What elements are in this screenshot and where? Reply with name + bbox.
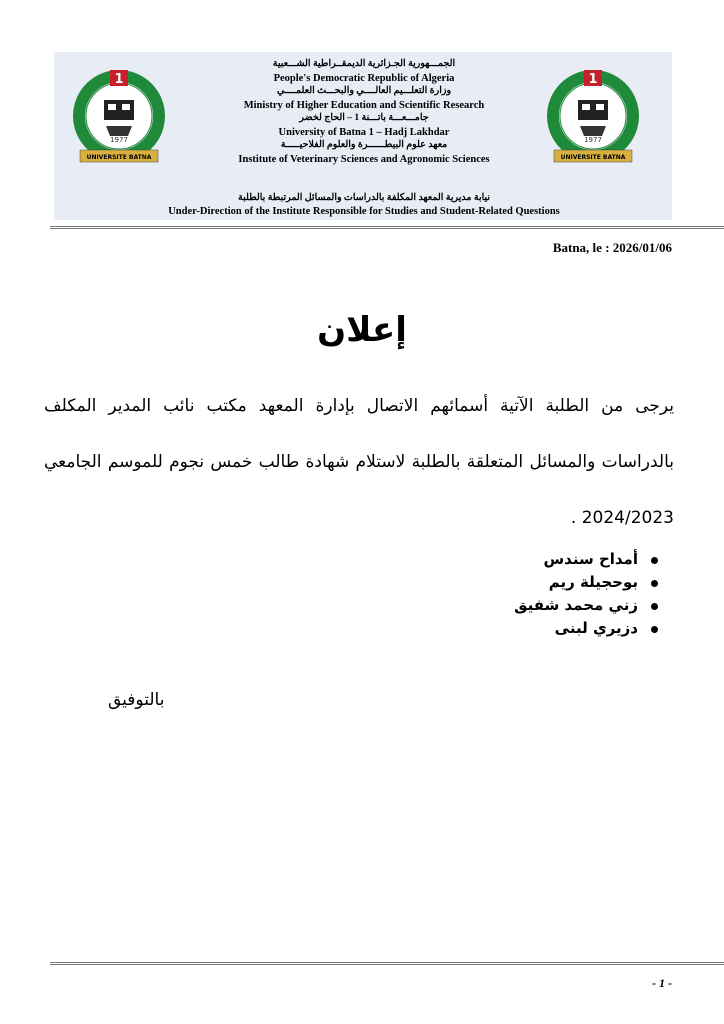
header-line-en-1: People's Democratic Republic of Algeria xyxy=(273,72,455,84)
list-item: زني محمد شفيق xyxy=(514,594,660,617)
header-line-ar-1: الجمـــهورية الجـزائرية الديمقــراطية الشـــعبية xyxy=(272,59,456,69)
university-logo-left xyxy=(66,66,172,172)
header-line-en-5: Under-Direction of the Institute Responsible for Studies and Student-Related Questions xyxy=(168,206,560,217)
list-item: أمداح سندس xyxy=(514,548,660,571)
logo-banner: UNIVERSITE BATNA xyxy=(560,154,626,161)
announcement-title: إعلان xyxy=(317,310,407,350)
logo-year: 1977 xyxy=(110,136,128,144)
header-line-ar-3: جامـــعـــة باتـــنة 1 – الحاج لخضر xyxy=(299,113,429,123)
header-line-ar-4: معهد علوم البيطــــــرة والعلوم الفلاحيـــــة xyxy=(280,140,448,150)
letterhead xyxy=(54,52,672,220)
closing-wish: بالتوفيق xyxy=(108,690,165,710)
footer-divider xyxy=(50,962,724,965)
announcement-body: يرجى من الطلبة الآتية أسمائهم الاتصال بإدارة المعهد مكتب نائب المدير المكلف بالدراسات والمسائل المتعلقة بالطلبة لاستلام شهادة طالب خمس نجوم للموسم الجامعي 2024/2023 . xyxy=(44,396,674,528)
logo-year: 1977 xyxy=(584,136,602,144)
header-line-en-2: Ministry of Higher Education and Scientific Research xyxy=(243,99,485,111)
logo-number: 1 xyxy=(588,72,598,87)
letterhead-text xyxy=(168,58,560,217)
header-line-ar-2: وزارة التعلـــيم العالــــي والبحـــث العلمــــي xyxy=(276,86,452,96)
document-date: Batna, le : 2026/01/06 xyxy=(552,240,672,255)
header-line-en-4: Institute of Veterinary Sciences and Agronomic Sciences xyxy=(238,153,490,165)
list-item: بوحجيلة ريم xyxy=(514,571,660,594)
list-item: دزيري لبنى xyxy=(514,617,660,640)
page-number: - 1 - xyxy=(652,976,672,990)
header-line-ar-5: نيابة مديرية المعهد المكلفة بالدراسات والمسائل المرتبطة بالطلبة xyxy=(237,193,491,203)
header-line-en-3: University of Batna 1 – Hadj Lakhdar xyxy=(278,126,450,138)
logo-number: 1 xyxy=(114,72,124,87)
university-logo-right xyxy=(540,66,646,172)
logo-banner: UNIVERSITE BATNA xyxy=(86,154,152,161)
header-divider xyxy=(50,226,724,229)
student-names-list xyxy=(514,548,660,640)
